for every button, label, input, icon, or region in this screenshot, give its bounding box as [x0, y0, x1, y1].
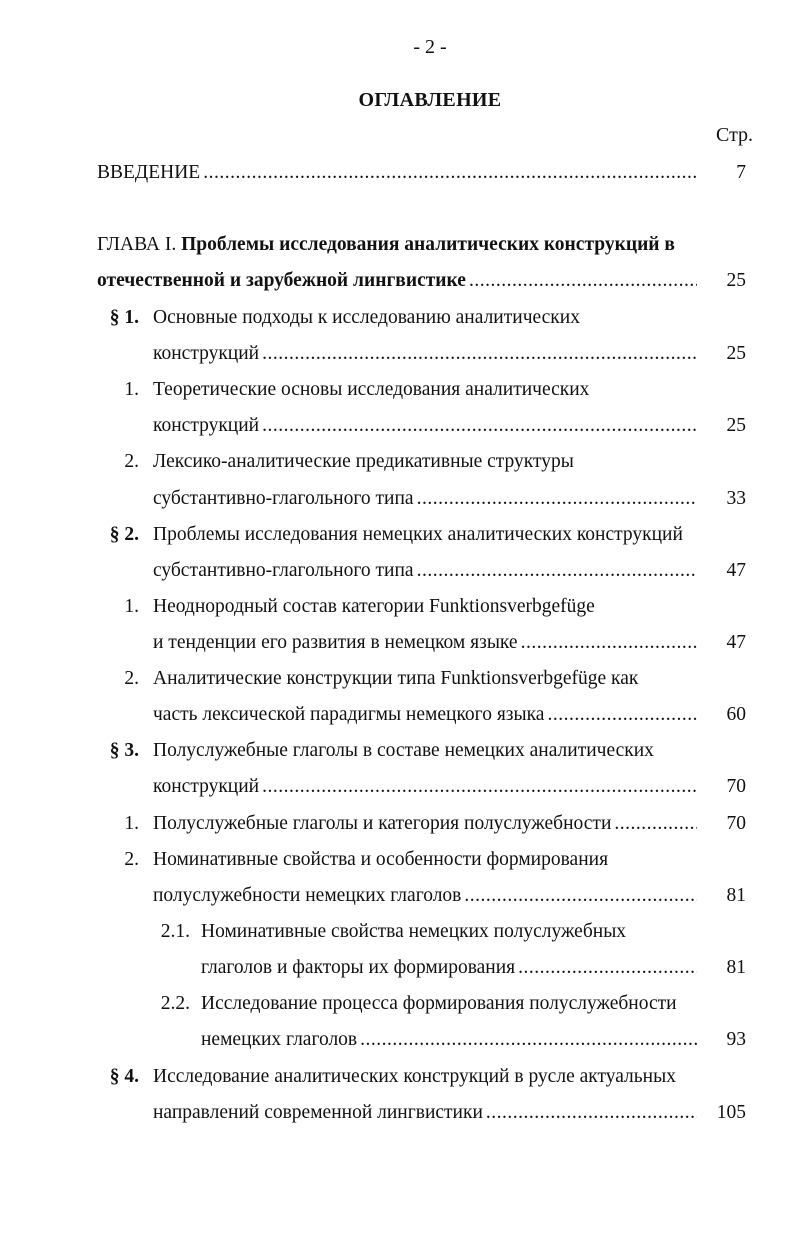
subsection-number: 2.1. [160, 921, 190, 942]
toc-entry-text: и тенденции его развития в немецком языке [153, 632, 518, 653]
subsection-number: 2. [124, 668, 139, 689]
toc-entry-subsection-1-1[interactable] [0, 375, 795, 405]
chapter-title-line2: отечественной и зарубежной лингвистике [97, 270, 466, 291]
subsection-number: 1. [124, 596, 139, 617]
toc-page-number: 60 [726, 704, 746, 725]
toc-entry-text: направлений современной лингвистики [153, 1102, 483, 1123]
toc-entry-subsection-3-1[interactable] [0, 809, 795, 839]
toc-page-number: 105 [716, 1102, 746, 1123]
leader-dots [614, 809, 697, 839]
toc-entry-subsection-3-2-2[interactable] [0, 989, 795, 1019]
toc-entry-text: Аналитические конструкции типа Funktionsverbgefüge как [153, 668, 639, 689]
section-number: § 1. [109, 307, 139, 328]
toc-page-number: 47 [726, 632, 746, 653]
toc-entry-subsection-1-2[interactable] [0, 447, 795, 477]
toc-entry-section-3-cont[interactable] [0, 772, 795, 802]
toc-entry-text: конструкций [153, 343, 260, 364]
toc-entry-text: часть лексической парадигмы немецкого языка [153, 704, 545, 725]
toc-entry-text: субстантивно-глагольного типа [153, 488, 414, 509]
toc-entry-subsection-3-2-1[interactable] [0, 917, 795, 947]
toc-entry-section-3[interactable] [0, 736, 795, 766]
toc-entry-subsection-2-1-cont[interactable] [0, 628, 795, 658]
leader-dots [547, 700, 697, 730]
leader-dots [360, 1025, 697, 1055]
leader-dots [262, 772, 697, 802]
leader-dots [518, 953, 697, 983]
toc-entry-section-2-cont[interactable] [0, 556, 795, 586]
toc-page-number: 81 [726, 957, 746, 978]
toc-entry-text: Теоретические основы исследования аналитических [153, 379, 590, 400]
toc-page-number: 70 [726, 776, 746, 797]
toc-page-number: 70 [726, 813, 746, 834]
toc-entry-text: Номинативные свойства немецких полуслужебных [201, 921, 627, 942]
toc-page-number: 33 [726, 488, 746, 509]
leader-dots [464, 881, 697, 911]
toc-entry-subsection-3-2-2-cont[interactable] [0, 1025, 795, 1055]
toc-entry-subsection-3-2[interactable] [0, 845, 795, 875]
subsection-number: 1. [124, 379, 139, 400]
leader-dots [417, 556, 697, 586]
toc-entry-subsection-3-2-cont[interactable] [0, 881, 795, 911]
toc-entry-text: полуслужебности немецких глаголов [153, 885, 462, 906]
toc-entry-text: Исследование аналитических конструкций в русле актуальных [153, 1066, 676, 1087]
toc-entry-subsection-2-2-cont[interactable] [0, 700, 795, 730]
toc-entry-text: конструкций [153, 415, 260, 436]
chapter-prefix: ГЛАВА I. [97, 234, 177, 255]
toc-entry-text: ВВЕДЕНИЕ [97, 162, 201, 183]
toc-entry-text: конструкций [153, 776, 260, 797]
toc-entry-subsection-1-2-cont[interactable] [0, 484, 795, 514]
toc-entry-subsection-2-2[interactable] [0, 664, 795, 694]
toc-entry-text: Номинативные свойства и особенности формирования [153, 849, 609, 870]
toc-entry-section-1[interactable] [0, 303, 795, 333]
toc-page-number: 81 [726, 885, 746, 906]
toc-entry-text: немецких глаголов [201, 1029, 358, 1050]
toc-page-number: 25 [726, 270, 746, 291]
leader-dots [469, 266, 697, 296]
leader-dots [486, 1098, 697, 1128]
toc-page-number: 93 [726, 1029, 746, 1050]
page-column-header: Стр. [716, 124, 754, 146]
leader-dots [417, 484, 697, 514]
toc-entry-text: Полуслужебные глаголы в составе немецких аналитических [153, 740, 654, 761]
subsection-number: 2. [124, 451, 139, 472]
toc-entry-text: субстантивно-глагольного типа [153, 560, 414, 581]
toc-entry-text: Неоднородный состав категории Funktionsverbgefüge [153, 596, 595, 617]
toc-entry-text: Полуслужебные глаголы и категория полуслужебности [153, 813, 612, 834]
toc-entry-text: Исследование процесса формирования полуслужебности [201, 993, 677, 1014]
toc-entry-section-4-cont[interactable] [0, 1098, 795, 1128]
section-number: § 2. [109, 524, 139, 545]
toc-page-number: 25 [726, 415, 746, 436]
section-number: § 3. [109, 740, 139, 761]
subsection-number: 2.2. [160, 993, 190, 1014]
toc-entry-text: Основные подходы к исследованию аналитических [153, 307, 580, 328]
toc-entry-subsection-1-1-cont[interactable] [0, 411, 795, 441]
page-title: ОГЛАВЛЕНИЕ [358, 89, 502, 111]
toc-entry-intro[interactable] [0, 158, 795, 188]
toc-entry-chapter-1-cont[interactable] [0, 266, 795, 296]
toc-page-number: 7 [736, 162, 746, 183]
toc-entry-section-2[interactable] [0, 520, 795, 550]
toc-entry-section-4[interactable] [0, 1062, 795, 1092]
toc-entry-text: глаголов и факторы их формирования [201, 957, 516, 978]
toc-page-number: 47 [726, 560, 746, 581]
page-number: - 2 - [413, 36, 447, 58]
toc-page-number: 25 [726, 343, 746, 364]
toc-entry-chapter-1[interactable] [0, 230, 795, 260]
toc-entry-subsection-2-1[interactable] [0, 592, 795, 622]
subsection-number: 1. [124, 813, 139, 834]
toc-entry-subsection-3-2-1-cont[interactable] [0, 953, 795, 983]
subsection-number: 2. [124, 849, 139, 870]
toc-entry-text: Лексико-аналитические предикативные структуры [153, 451, 574, 472]
chapter-title-line1: Проблемы исследования аналитических конструкций в [181, 234, 675, 255]
toc-entry-section-1-cont[interactable] [0, 339, 795, 369]
leader-dots [203, 158, 697, 188]
section-number: § 4. [109, 1066, 139, 1087]
leader-dots [262, 411, 697, 441]
leader-dots [262, 339, 697, 369]
toc-entry-text: Проблемы исследования немецких аналитических конструкций [153, 524, 683, 545]
leader-dots [521, 628, 697, 658]
